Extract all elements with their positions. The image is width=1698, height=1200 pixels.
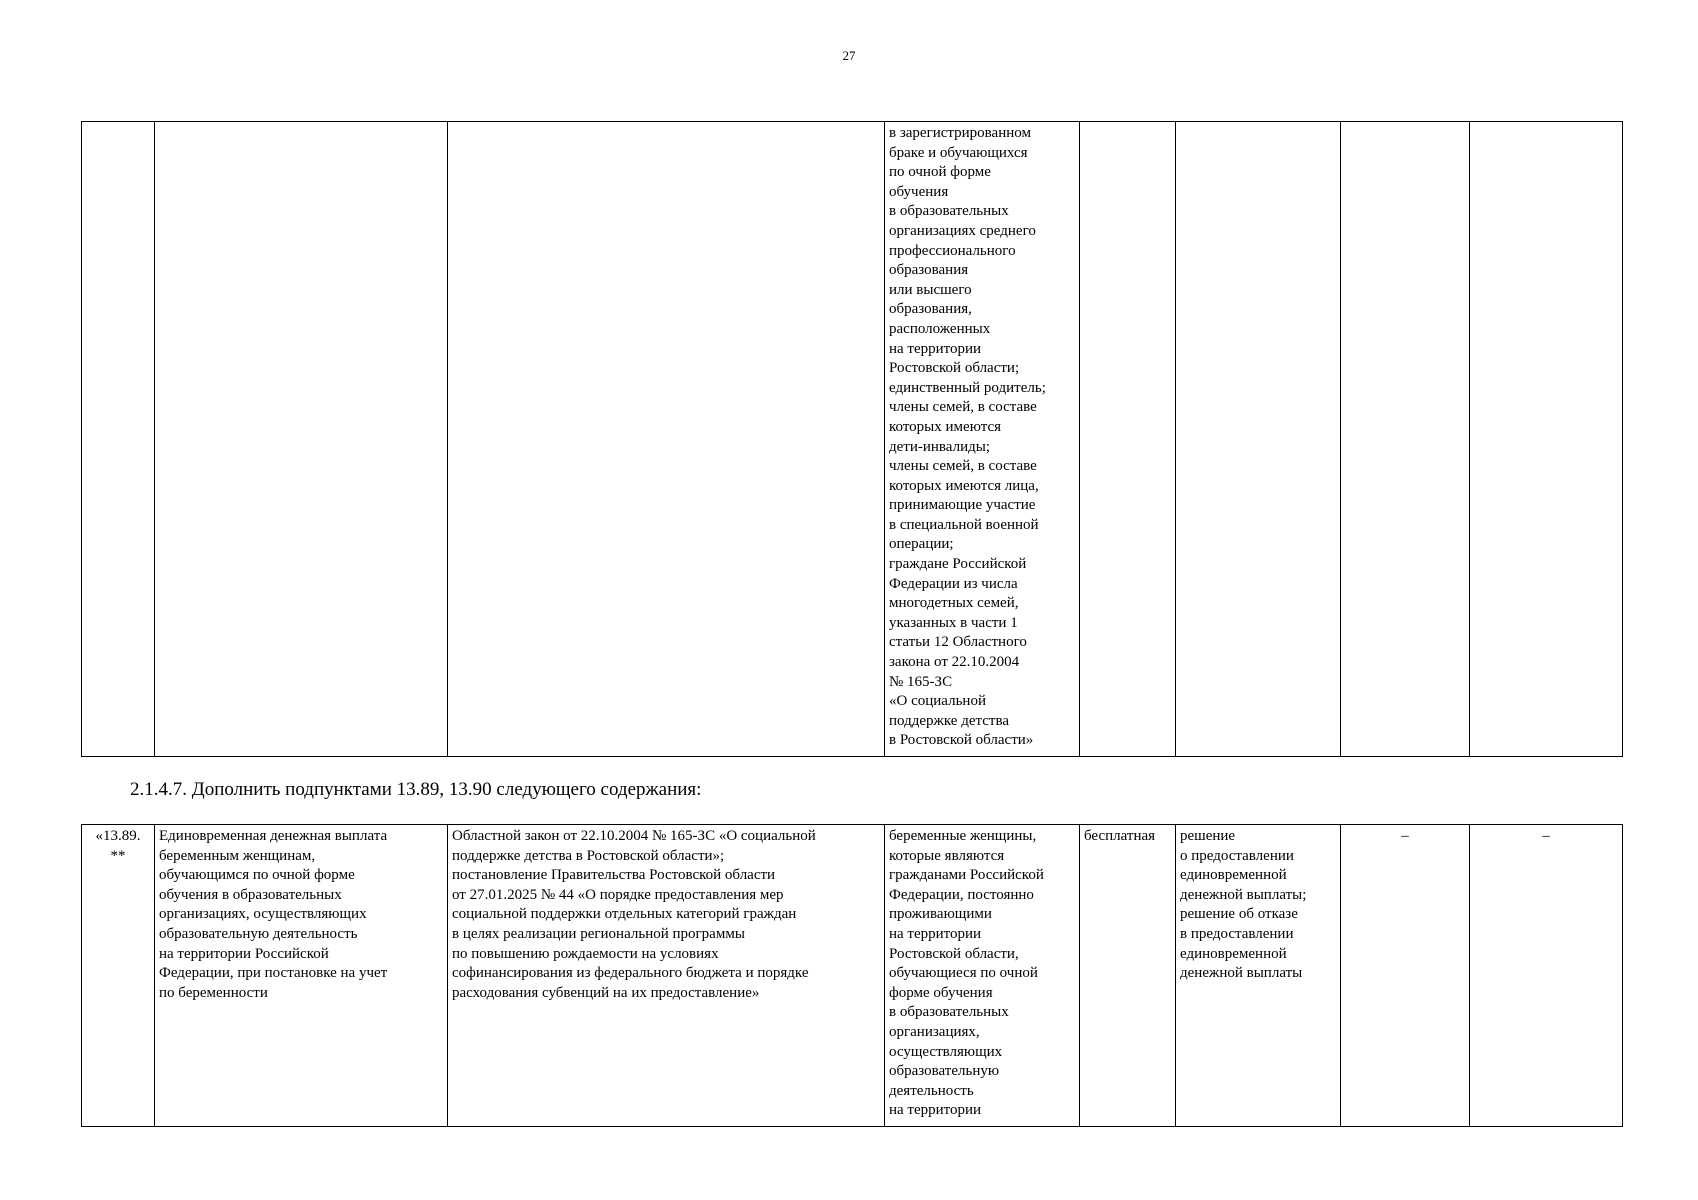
cell-legal-basis: Областной закон от 22.10.2004 № 165-ЗС «О социальной поддержке детства в Ростовской области»; постановление Правительства Ростовской области от 27.01.2025 № 44 «О порядке предоставления мер социальной поддержки отдельных категорий граждан в целях реализации региональной программы по повышению рождаемости на условиях софинансирования из федерального бюджета и порядке расходования субвенций на их предоставление»	[448, 825, 885, 1127]
cell-recipients: в зарегистрированном браке и обучающихся по очной форме обучения в образовательных организациях среднего профессионального образования или высшего образования, расположенных на территории Ростовской области; единственный родитель; члены семей, в составе которых имеются дети-инвалиды; члены семей, в составе которых имеются лица, принимающие участие в специальной военной операции; граждане Российской Федерации из числа многодетных семей, указанных в части 1 статьи 12 Областного закона от 22.10.2004 № 165-ЗС «О социальной поддержке детства в Ростовской области»	[885, 122, 1080, 757]
cell-legal-basis	[448, 122, 885, 757]
continued-table	[81, 121, 1623, 757]
page-number: 27	[842, 48, 856, 63]
cell-col7: –	[1341, 825, 1470, 1127]
cell-name: Единовременная денежная выплата беременным женщинам, обучающимся по очной форме обучения в образовательных организациях, осуществляющих образовательную деятельность на территории Российской Федерации, при постановке на учет по беременности	[155, 825, 448, 1127]
cell-col8	[1470, 122, 1623, 757]
cell-result	[1176, 122, 1341, 757]
cell-result: решение о предоставлении единовременной денежной выплаты; решение об отказе в предоставлении единовременной денежной выплаты	[1176, 825, 1341, 1127]
cell-number	[82, 122, 155, 757]
cell-col8: –	[1470, 825, 1623, 1127]
cell-number: «13.89. **	[82, 825, 155, 1127]
amendment-paragraph: 2.1.4.7. Дополнить подпунктами 13.89, 13.90 следующего содержания:	[130, 779, 702, 800]
table-row	[82, 825, 1623, 1127]
cell-payment	[1080, 122, 1176, 757]
services-table	[81, 824, 1623, 1127]
cell-payment: бесплатная	[1080, 825, 1176, 1127]
table-row	[82, 122, 1623, 757]
cell-recipients: беременные женщины, которые являются гражданами Российской Федерации, постоянно проживающими на территории Ростовской области, обучающиеся по очной форме обучения в образовательных организациях, осуществляющих образовательную деятельность на территории	[885, 825, 1080, 1127]
cell-name	[155, 122, 448, 757]
cell-col7	[1341, 122, 1470, 757]
